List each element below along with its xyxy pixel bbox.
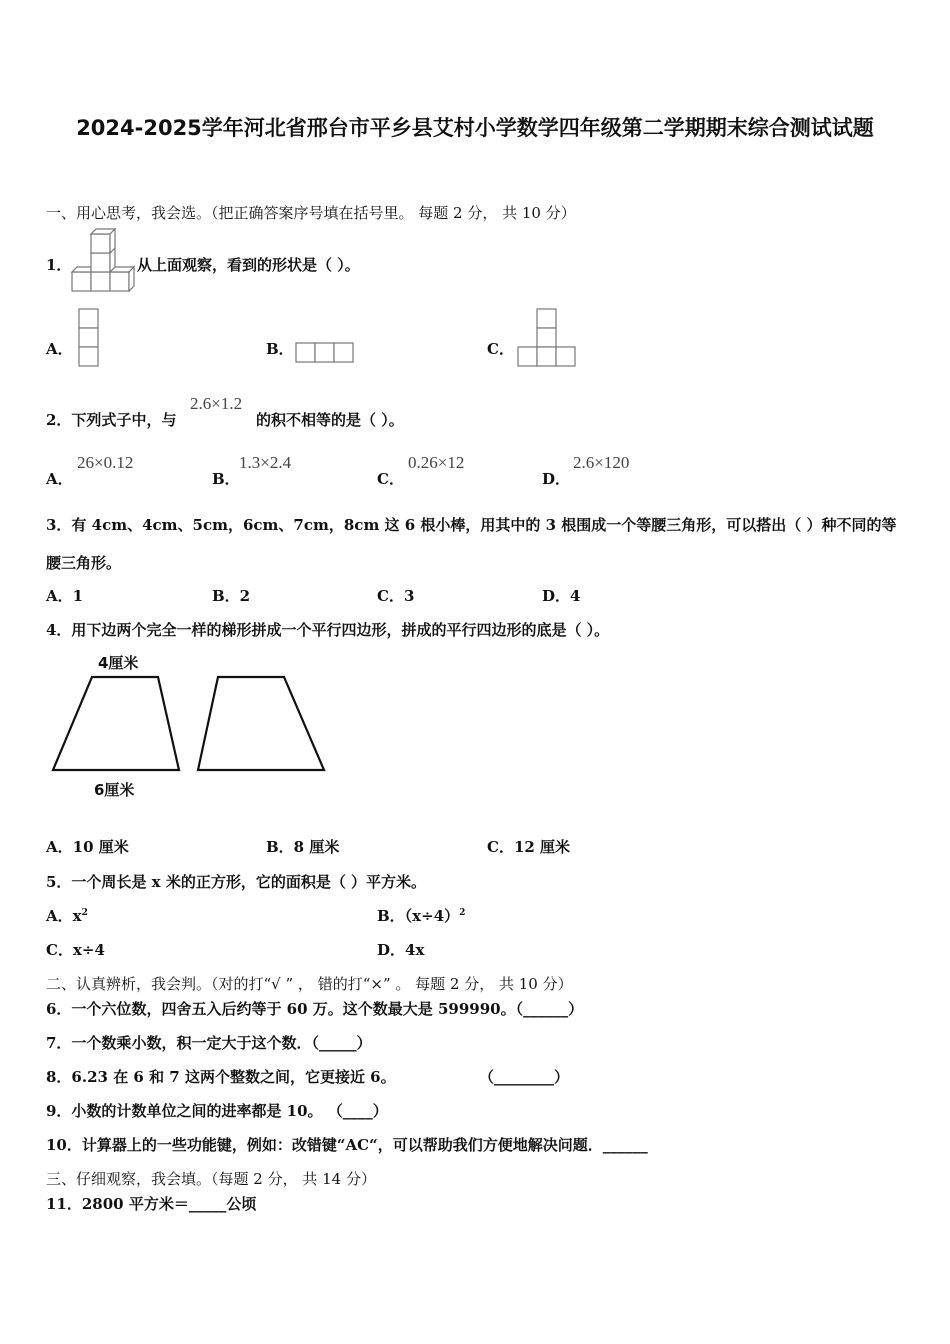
section-heading-2: 二、认真辨析，我会判。（对的打“√ ” ， 错的打“×” 。 每题 2 分， 共 10 分） [46,975,573,993]
question-9-text: 9．小数的计数单位之间的进率都是 10。 （____） [46,1102,388,1120]
question-5-text: 5．一个周长是 x 米的正方形，它的面积是（ ）平方米。 [46,873,427,891]
q5-option-b[interactable] [377,905,465,926]
question-6-text: 6．一个六位数，四舍五入后约等于 60 万。这个数最大是 599990。（______） [46,1000,584,1018]
q5-option-a-sup: 2 [81,908,88,918]
q1-cube-figure [70,228,136,294]
q2-option-c-expr: 0.26×12 [408,453,465,472]
q5-option-b-text: B．（x÷4） [377,907,460,925]
trapezoid-bottom-label: 6厘米 [94,781,135,799]
question-3-line-2: 腰三角形。 [46,554,122,572]
question-3-line-1: 3．有 4cm、4cm、5cm，6cm、7cm，8cm 这 6 根小棒，用其中的 3 根围成一个等腰三角形，可以搭出（ ）种不同的等 [46,516,897,534]
q1-option-c-figure [517,308,577,368]
question-2-text-suffix: 的积不相等的是（ ）。 [256,411,404,429]
q2-option-c-label[interactable]: C． [377,470,404,488]
question-4-text: 4．用下边两个完全一样的梯形拼成一个平行四边形，拼成的平行四边形的底是（ ）。 [46,621,610,639]
q2-option-d-expr: 2.6×120 [573,453,630,472]
q5-option-a-text: A．x [46,907,82,925]
q3-option-d[interactable]: D．4 [542,587,581,605]
section-heading-1: 一、用心思考，我会选。（把正确答案序号填在括号里。 每题 2 分， 共 10 分） [46,204,576,222]
q4-option-a[interactable]: A．10 厘米 [46,838,129,856]
question-1-text: 从上面观察，看到的形状是（ ）。 [137,256,360,274]
q2-option-d-label[interactable]: D． [542,470,571,488]
trapezoid-figures [48,672,330,776]
q5-option-b-sup: 2 [459,908,466,918]
question-8-text: 8．6.23 在 6 和 7 这两个整数之间，它更接近 6。 [46,1068,396,1086]
q2-option-b-label[interactable]: B． [212,470,240,488]
q1-option-b-figure [295,342,355,364]
q1-option-c-label[interactable]: C． [487,340,514,358]
q4-option-b[interactable]: B．8 厘米 [266,838,340,856]
q1-option-b-label[interactable]: B． [266,340,294,358]
q3-option-c[interactable]: C．3 [377,587,415,605]
question-11-text: 11．2800 平方米＝_____公顷 [46,1195,257,1213]
q5-option-d[interactable]: D．4x [377,941,425,959]
section-heading-3: 三、仔细观察，我会填。（每题 2 分， 共 14 分） [46,1170,376,1188]
q3-option-a[interactable]: A．1 [46,587,84,605]
q5-option-c[interactable]: C．x÷4 [46,941,105,959]
q2-expression: 2.6×1.2 [190,394,243,413]
trapezoid-top-label: 4厘米 [98,654,139,672]
q3-option-b[interactable]: B．2 [212,587,251,605]
question-8-blank[interactable]: （________） [479,1068,570,1086]
question-7-text: 7．一个数乘小数，积一定大于这个数．（_____） [46,1034,372,1052]
question-1-number: 1． [46,256,72,274]
q5-option-a[interactable] [46,905,88,926]
page-title: 2024-2025学年河北省邢台市平乡县艾村小学数学四年级第二学期期末综合测试试题 [76,116,874,140]
q2-option-b-expr: 1.3×2.4 [239,453,292,472]
q2-option-a-expr: 26×0.12 [77,453,134,472]
q1-option-a-label[interactable]: A． [46,340,73,358]
q4-option-c[interactable]: C．12 厘米 [487,838,571,856]
q1-option-a-figure [78,308,100,368]
q2-option-a-label[interactable]: A． [46,470,73,488]
question-10-text: 10．计算器上的一些功能键，例如：改错键“AC“，可以帮助我们方便地解决问题．______ [46,1136,648,1154]
question-2-text-prefix: 2．下列式子中，与 [46,411,177,429]
